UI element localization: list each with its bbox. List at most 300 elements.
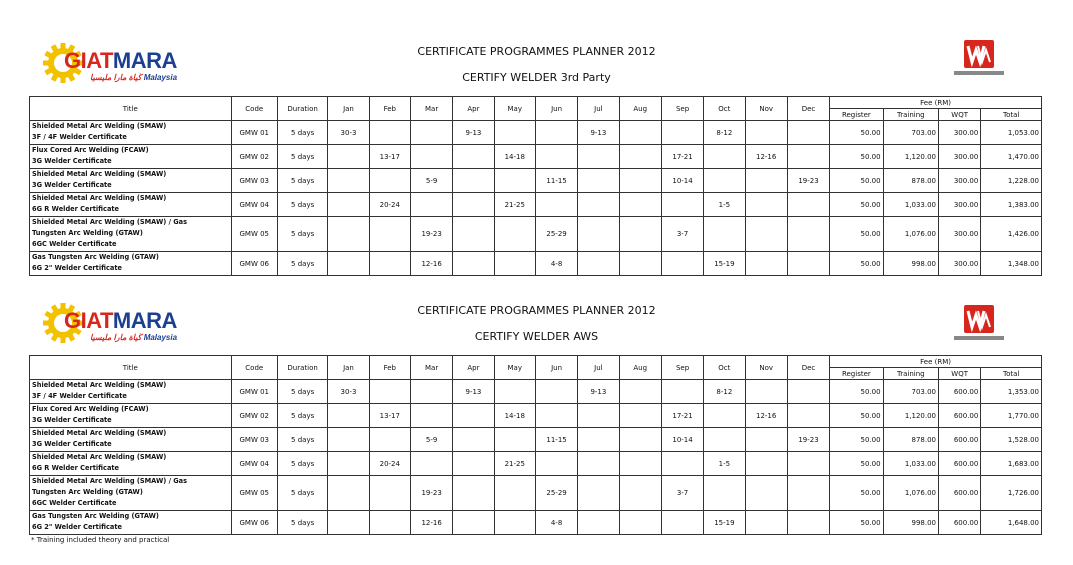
month-cell-may <box>494 169 535 193</box>
course-title-line: 6G 2" Welder Certificate <box>32 523 122 531</box>
month-cell-jun: 11-15 <box>535 169 577 193</box>
month-cell-apr <box>453 169 494 193</box>
course-title-line: Gas Tungsten Arc Welding (GTAW) <box>32 512 159 520</box>
month-cell-dec <box>787 145 829 169</box>
month-cell-feb <box>369 121 410 145</box>
month-cell-oct: 1-5 <box>704 193 745 217</box>
month-cell-feb <box>369 380 410 404</box>
col-header-oct: Oct <box>704 97 745 121</box>
fee-total-cell: 1,726.00 <box>981 476 1042 511</box>
course-title-cell <box>30 404 232 428</box>
month-cell-jun: 25-29 <box>535 476 577 511</box>
month-cell-jan: 30-3 <box>328 380 369 404</box>
fee-training-cell: 878.00 <box>883 169 938 193</box>
course-title-cell <box>30 380 232 404</box>
month-cell-sep: 17-21 <box>661 145 703 169</box>
course-code-cell: GMW 06 <box>231 511 277 535</box>
fee-training-cell: 878.00 <box>883 428 938 452</box>
duration-cell: 5 days <box>277 511 327 535</box>
month-cell-sep: 10-14 <box>661 428 703 452</box>
month-cell-aug <box>619 193 661 217</box>
fee-total-cell: 1,770.00 <box>981 404 1042 428</box>
month-cell-sep <box>661 511 703 535</box>
course-code-cell: GMW 02 <box>231 145 277 169</box>
course-code-cell: GMW 03 <box>231 169 277 193</box>
course-title-line: Shielded Metal Arc Welding (SMAW) / Gas <box>32 477 188 485</box>
col-header-register: Register <box>830 368 883 380</box>
course-title-line: 3F / 4F Welder Certificate <box>32 392 127 400</box>
fee-training-cell: 998.00 <box>883 511 938 535</box>
month-cell-mar <box>410 380 452 404</box>
month-cell-nov <box>745 452 787 476</box>
fee-total-cell: 1,470.00 <box>981 145 1042 169</box>
course-title-line: 3G Welder Certificate <box>32 440 112 448</box>
month-cell-aug <box>619 452 661 476</box>
fee-wqt-cell: 300.00 <box>939 145 981 169</box>
month-cell-mar <box>410 121 452 145</box>
wm-logo-icon <box>952 303 1006 343</box>
month-cell-dec: 19-23 <box>787 169 829 193</box>
month-cell-mar: 5-9 <box>410 169 452 193</box>
month-cell-oct: 1-5 <box>704 452 745 476</box>
col-header-may: May <box>494 356 535 380</box>
course-title-cell <box>30 145 232 169</box>
month-cell-mar <box>410 145 452 169</box>
col-header-sep: Sep <box>661 97 703 121</box>
month-cell-sep <box>661 121 703 145</box>
month-cell-nov <box>745 511 787 535</box>
month-cell-mar: 5-9 <box>410 428 452 452</box>
logo-wordmark: GIATMARA <box>64 48 177 73</box>
duration-cell: 5 days <box>277 217 327 252</box>
col-header-nov: Nov <box>745 356 787 380</box>
fee-training-cell: 998.00 <box>883 252 938 276</box>
table-row <box>30 476 1042 511</box>
month-cell-oct <box>704 476 745 511</box>
col-header-oct: Oct <box>704 356 745 380</box>
col-header-aug: Aug <box>619 97 661 121</box>
month-cell-mar <box>410 452 452 476</box>
month-cell-mar: 19-23 <box>410 217 452 252</box>
course-title-line: Flux Cored Arc Welding (FCAW) <box>32 146 149 154</box>
month-cell-sep <box>661 193 703 217</box>
month-cell-oct: 8-12 <box>704 380 745 404</box>
fee-training-cell: 703.00 <box>883 380 938 404</box>
fee-total-cell: 1,348.00 <box>981 252 1042 276</box>
month-cell-may <box>494 380 535 404</box>
fee-wqt-cell: 600.00 <box>939 428 981 452</box>
duration-cell: 5 days <box>277 476 327 511</box>
month-cell-jan <box>328 476 369 511</box>
course-code-cell: GMW 02 <box>231 404 277 428</box>
fee-total-cell: 1,383.00 <box>981 193 1042 217</box>
page-title: CERTIFICATE PROGRAMMES PLANNER 2012 <box>417 45 656 58</box>
col-header-apr: Apr <box>453 356 494 380</box>
fee-wqt-cell: 600.00 <box>939 380 981 404</box>
month-cell-jul: 9-13 <box>578 121 619 145</box>
month-cell-dec <box>787 121 829 145</box>
col-header-register: Register <box>830 109 883 121</box>
duration-cell: 5 days <box>277 428 327 452</box>
month-cell-sep <box>661 452 703 476</box>
month-cell-jan: 30-3 <box>328 121 369 145</box>
month-cell-sep <box>661 252 703 276</box>
fee-register-cell: 50.00 <box>830 476 883 511</box>
fee-total-cell: 1,528.00 <box>981 428 1042 452</box>
month-cell-apr <box>453 428 494 452</box>
logo-wordmark: GIATMARA <box>64 308 177 333</box>
col-header-jun: Jun <box>535 97 577 121</box>
col-header-feb: Feb <box>369 356 410 380</box>
col-header-total: Total <box>981 368 1042 380</box>
col-header-code: Code <box>231 97 277 121</box>
wm-logo <box>952 303 1006 343</box>
month-cell-jul <box>578 169 619 193</box>
planner-table <box>29 355 1042 535</box>
course-title-line: Gas Tungsten Arc Welding (GTAW) <box>32 253 159 261</box>
fee-wqt-cell: 300.00 <box>939 169 981 193</box>
month-cell-feb: 20-24 <box>369 193 410 217</box>
month-cell-sep: 10-14 <box>661 169 703 193</box>
course-title-line: Tungsten Arc Welding (GTAW) <box>32 488 143 496</box>
fee-register-cell: 50.00 <box>830 145 883 169</box>
col-header-dec: Dec <box>787 97 829 121</box>
month-cell-aug <box>619 145 661 169</box>
month-cell-aug <box>619 404 661 428</box>
course-title-line: 6G R Welder Certificate <box>32 464 120 472</box>
month-cell-apr <box>453 193 494 217</box>
month-cell-feb <box>369 428 410 452</box>
course-code-cell: GMW 04 <box>231 193 277 217</box>
month-cell-jul <box>578 452 619 476</box>
fee-wqt-cell: 300.00 <box>939 121 981 145</box>
month-cell-may <box>494 121 535 145</box>
month-cell-sep: 3-7 <box>661 217 703 252</box>
fee-register-cell: 50.00 <box>830 217 883 252</box>
month-cell-feb <box>369 217 410 252</box>
month-cell-feb <box>369 252 410 276</box>
fee-register-cell: 50.00 <box>830 193 883 217</box>
month-cell-jan <box>328 252 369 276</box>
table-row <box>30 193 1042 217</box>
col-header-title: Title <box>30 97 232 121</box>
wm-logo-icon <box>952 38 1006 78</box>
logo-subtitle: ڬياة مارا مليسيا Malaysia <box>90 73 178 82</box>
course-title-cell <box>30 169 232 193</box>
month-cell-jan <box>328 452 369 476</box>
course-code-cell: GMW 01 <box>231 121 277 145</box>
table-row <box>30 428 1042 452</box>
table-row <box>30 452 1042 476</box>
course-title-line: Flux Cored Arc Welding (FCAW) <box>32 405 149 413</box>
month-cell-jun <box>535 380 577 404</box>
month-cell-dec <box>787 511 829 535</box>
month-cell-nov <box>745 476 787 511</box>
col-header-apr: Apr <box>453 97 494 121</box>
month-cell-apr <box>453 476 494 511</box>
course-title-line: 3G Welder Certificate <box>32 181 112 189</box>
logo-subtitle: ڬياة مارا مليسيا Malaysia <box>90 333 178 342</box>
month-cell-dec <box>787 476 829 511</box>
month-cell-may <box>494 217 535 252</box>
col-header-mar: Mar <box>410 97 452 121</box>
month-cell-nov <box>745 193 787 217</box>
table-row <box>30 404 1042 428</box>
course-code-cell: GMW 05 <box>231 217 277 252</box>
fee-training-cell: 1,033.00 <box>883 452 938 476</box>
month-cell-feb <box>369 511 410 535</box>
month-cell-may <box>494 511 535 535</box>
duration-cell: 5 days <box>277 193 327 217</box>
col-header-jun: Jun <box>535 356 577 380</box>
month-cell-jun: 11-15 <box>535 428 577 452</box>
month-cell-apr: 9-13 <box>453 380 494 404</box>
duration-cell: 5 days <box>277 252 327 276</box>
fee-total-cell: 1,353.00 <box>981 380 1042 404</box>
month-cell-sep: 3-7 <box>661 476 703 511</box>
month-cell-oct: 15-19 <box>704 511 745 535</box>
month-cell-jul <box>578 428 619 452</box>
course-code-cell: GMW 01 <box>231 380 277 404</box>
col-header-jan: Jan <box>328 97 369 121</box>
course-title-line: Shielded Metal Arc Welding (SMAW) <box>32 194 167 202</box>
month-cell-jul <box>578 193 619 217</box>
duration-cell: 5 days <box>277 169 327 193</box>
col-header-title: Title <box>30 356 232 380</box>
month-cell-jan <box>328 169 369 193</box>
course-title-line: Shielded Metal Arc Welding (SMAW) / Gas <box>32 218 188 226</box>
course-title-line: 3F / 4F Welder Certificate <box>32 133 127 141</box>
course-title-line: 3G Welder Certificate <box>32 416 112 424</box>
fee-register-cell: 50.00 <box>830 428 883 452</box>
month-cell-jan <box>328 428 369 452</box>
month-cell-nov <box>745 217 787 252</box>
month-cell-dec <box>787 193 829 217</box>
page-subtitle: CERTIFY WELDER 3rd Party <box>462 71 611 84</box>
month-cell-sep <box>661 380 703 404</box>
month-cell-sep: 17-21 <box>661 404 703 428</box>
month-cell-jun <box>535 193 577 217</box>
col-header-fee-group: Fee (RM) <box>830 97 1042 109</box>
course-title-line: Shielded Metal Arc Welding (SMAW) <box>32 381 167 389</box>
duration-cell: 5 days <box>277 452 327 476</box>
table-row <box>30 380 1042 404</box>
fee-total-cell: 1,053.00 <box>981 121 1042 145</box>
month-cell-may: 14-18 <box>494 145 535 169</box>
col-header-code: Code <box>231 356 277 380</box>
month-cell-may: 21-25 <box>494 193 535 217</box>
month-cell-nov <box>745 428 787 452</box>
month-cell-aug <box>619 380 661 404</box>
month-cell-aug <box>619 428 661 452</box>
month-cell-mar <box>410 404 452 428</box>
month-cell-feb: 20-24 <box>369 452 410 476</box>
month-cell-mar: 12-16 <box>410 252 452 276</box>
col-header-jul: Jul <box>578 356 619 380</box>
month-cell-oct <box>704 404 745 428</box>
fee-training-cell: 1,076.00 <box>883 217 938 252</box>
col-header-jan: Jan <box>328 356 369 380</box>
fee-training-cell: 703.00 <box>883 121 938 145</box>
month-cell-apr <box>453 252 494 276</box>
col-header-wqt: WQT <box>939 368 981 380</box>
course-title-cell <box>30 252 232 276</box>
month-cell-jul <box>578 217 619 252</box>
fee-training-cell: 1,076.00 <box>883 476 938 511</box>
col-header-feb: Feb <box>369 97 410 121</box>
col-header-sep: Sep <box>661 356 703 380</box>
month-cell-jun: 25-29 <box>535 217 577 252</box>
course-code-cell: GMW 03 <box>231 428 277 452</box>
month-cell-feb <box>369 169 410 193</box>
month-cell-jun <box>535 452 577 476</box>
col-header-dec: Dec <box>787 356 829 380</box>
course-title-cell <box>30 428 232 452</box>
fee-total-cell: 1,648.00 <box>981 511 1042 535</box>
table-row <box>30 145 1042 169</box>
fee-register-cell: 50.00 <box>830 252 883 276</box>
month-cell-jul <box>578 252 619 276</box>
month-cell-aug <box>619 169 661 193</box>
fee-register-cell: 50.00 <box>830 404 883 428</box>
month-cell-jul <box>578 511 619 535</box>
month-cell-apr <box>453 511 494 535</box>
duration-cell: 5 days <box>277 404 327 428</box>
month-cell-jun <box>535 121 577 145</box>
month-cell-nov: 12-16 <box>745 145 787 169</box>
course-title-cell <box>30 452 232 476</box>
month-cell-jul: 9-13 <box>578 380 619 404</box>
month-cell-jul <box>578 145 619 169</box>
col-header-training: Training <box>883 109 938 121</box>
month-cell-aug <box>619 121 661 145</box>
month-cell-may <box>494 252 535 276</box>
course-code-cell: GMW 05 <box>231 476 277 511</box>
month-cell-jun: 4-8 <box>535 511 577 535</box>
course-title-line: Shielded Metal Arc Welding (SMAW) <box>32 170 167 178</box>
month-cell-apr <box>453 404 494 428</box>
month-cell-dec: 19-23 <box>787 428 829 452</box>
month-cell-aug <box>619 252 661 276</box>
month-cell-apr <box>453 145 494 169</box>
fee-wqt-cell: 600.00 <box>939 511 981 535</box>
col-header-wqt: WQT <box>939 109 981 121</box>
month-cell-nov <box>745 252 787 276</box>
month-cell-mar <box>410 193 452 217</box>
month-cell-jan <box>328 404 369 428</box>
fee-total-cell: 1,228.00 <box>981 169 1042 193</box>
fee-training-cell: 1,033.00 <box>883 193 938 217</box>
month-cell-oct: 15-19 <box>704 252 745 276</box>
course-title-cell <box>30 217 232 252</box>
month-cell-aug <box>619 511 661 535</box>
month-cell-dec <box>787 252 829 276</box>
month-cell-jun <box>535 404 577 428</box>
col-header-duration: Duration <box>277 97 327 121</box>
duration-cell: 5 days <box>277 121 327 145</box>
fee-total-cell: 1,683.00 <box>981 452 1042 476</box>
month-cell-nov: 12-16 <box>745 404 787 428</box>
duration-cell: 5 days <box>277 145 327 169</box>
table-row <box>30 169 1042 193</box>
month-cell-jan <box>328 145 369 169</box>
fee-training-cell: 1,120.00 <box>883 145 938 169</box>
fee-training-cell: 1,120.00 <box>883 404 938 428</box>
month-cell-jul <box>578 476 619 511</box>
fee-register-cell: 50.00 <box>830 511 883 535</box>
course-title-cell <box>30 121 232 145</box>
fee-wqt-cell: 600.00 <box>939 452 981 476</box>
course-title-cell <box>30 511 232 535</box>
month-cell-aug <box>619 476 661 511</box>
duration-cell: 5 days <box>277 380 327 404</box>
col-header-training: Training <box>883 368 938 380</box>
col-header-may: May <box>494 97 535 121</box>
fee-wqt-cell: 600.00 <box>939 476 981 511</box>
month-cell-mar: 12-16 <box>410 511 452 535</box>
fee-wqt-cell: 600.00 <box>939 404 981 428</box>
footnote: * Training included theory and practical <box>31 536 170 544</box>
month-cell-nov <box>745 169 787 193</box>
course-title-line: Shielded Metal Arc Welding (SMAW) <box>32 122 167 130</box>
course-title-cell <box>30 476 232 511</box>
month-cell-jan <box>328 193 369 217</box>
month-cell-may <box>494 428 535 452</box>
fee-wqt-cell: 300.00 <box>939 217 981 252</box>
wm-logo <box>952 38 1006 78</box>
table-row <box>30 511 1042 535</box>
month-cell-oct <box>704 217 745 252</box>
month-cell-dec <box>787 380 829 404</box>
col-header-duration: Duration <box>277 356 327 380</box>
month-cell-jun: 4-8 <box>535 252 577 276</box>
month-cell-feb: 13-17 <box>369 404 410 428</box>
course-title-line: Tungsten Arc Welding (GTAW) <box>32 229 143 237</box>
month-cell-oct <box>704 428 745 452</box>
month-cell-jun <box>535 145 577 169</box>
fee-total-cell: 1,426.00 <box>981 217 1042 252</box>
fee-register-cell: 50.00 <box>830 452 883 476</box>
month-cell-nov <box>745 121 787 145</box>
table-row <box>30 252 1042 276</box>
course-title-line: 3G Welder Certificate <box>32 157 112 165</box>
month-cell-apr <box>453 452 494 476</box>
col-header-nov: Nov <box>745 97 787 121</box>
col-header-mar: Mar <box>410 356 452 380</box>
month-cell-mar: 19-23 <box>410 476 452 511</box>
month-cell-feb: 13-17 <box>369 145 410 169</box>
page-title: CERTIFICATE PROGRAMMES PLANNER 2012 <box>417 304 656 317</box>
course-title-line: 6G 2" Welder Certificate <box>32 264 122 272</box>
col-header-fee-group: Fee (RM) <box>830 356 1042 368</box>
fee-wqt-cell: 300.00 <box>939 252 981 276</box>
course-title-line: 6GC Welder Certificate <box>32 499 117 507</box>
month-cell-feb <box>369 476 410 511</box>
course-title-line: 6G R Welder Certificate <box>32 205 120 213</box>
course-title-line: 6GC Welder Certificate <box>32 240 117 248</box>
col-header-jul: Jul <box>578 97 619 121</box>
table-row <box>30 121 1042 145</box>
month-cell-oct <box>704 169 745 193</box>
fee-register-cell: 50.00 <box>830 121 883 145</box>
month-cell-dec <box>787 217 829 252</box>
month-cell-may <box>494 476 535 511</box>
course-code-cell: GMW 04 <box>231 452 277 476</box>
month-cell-dec <box>787 404 829 428</box>
month-cell-apr: 9-13 <box>453 121 494 145</box>
month-cell-dec <box>787 452 829 476</box>
course-title-line: Shielded Metal Arc Welding (SMAW) <box>32 429 167 437</box>
